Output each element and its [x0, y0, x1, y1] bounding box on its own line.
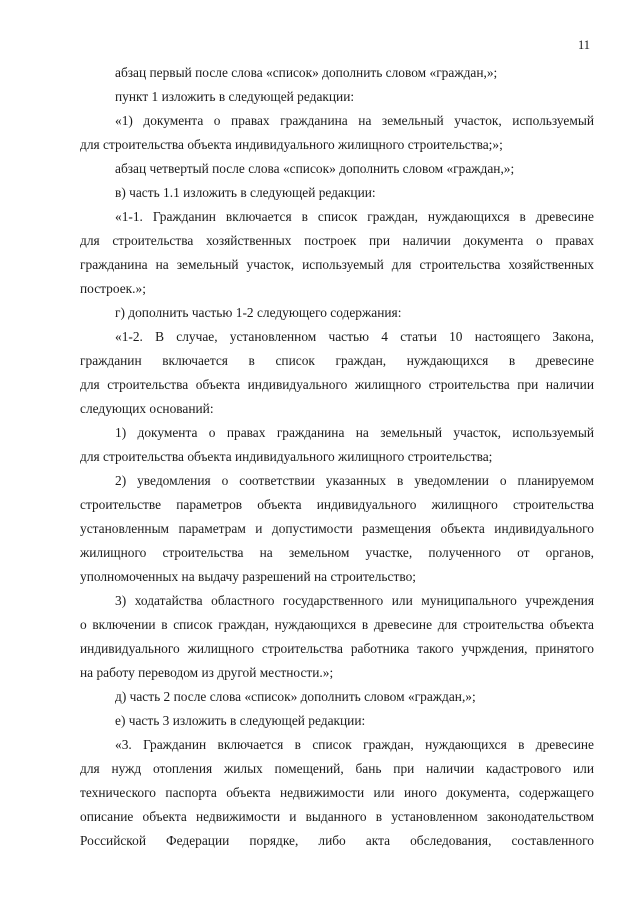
text-line: для строительства объекта индивидуального жилищного строительства;	[80, 449, 493, 464]
text-line: следующих оснований:	[80, 401, 214, 416]
text-line: в) часть 1.1 изложить в следующей редакции:	[115, 185, 376, 200]
text-line: для строительства объекта индивидуального жилищного строительства;»;	[80, 137, 503, 152]
text-line: 1) документа о правах гражданина на земельный участок, используемый	[115, 425, 594, 440]
text-line: о включении в список граждан, нуждающихся в древесине для строительства объекта	[80, 617, 594, 632]
page-number: 11	[577, 38, 590, 52]
text-line: гражданин включается в список граждан, нуждающихся в древесине	[80, 353, 594, 368]
text-line: для строительства объекта индивидуального жилищного строительства при наличии	[80, 377, 594, 392]
text-line: Российской Федерации порядке, либо акта обследования, составленного	[80, 833, 594, 848]
text-line: «1-1. Гражданин включается в список граждан, нуждающихся в древесине	[115, 209, 594, 224]
text-line: на работу переводом из другой местности.»;	[80, 665, 334, 680]
text-line: установленным параметрам и допустимости размещения объекта индивидуального	[80, 521, 594, 536]
text-line: 3) ходатайства областного государственного или муниципального учреждения	[115, 593, 594, 608]
text-line: индивидуального жилищного строительства работника такого учрждения, принятого	[80, 641, 594, 656]
text-line: для нужд отопления жилых помещений, бань при наличии кадастрового или	[80, 761, 594, 776]
text-line: описание объекта недвижимости и выданного в установленном законодательством	[80, 809, 594, 824]
text-line: д) часть 2 после слова «список» дополнить словом «граждан,»;	[115, 689, 476, 704]
text-line: для строительства хозяйственных построек при наличии документа о правах	[80, 233, 594, 248]
text-line: гражданина на земельный участок, используемый для строительства хозяйственных	[80, 257, 594, 272]
text-line: «1-2. В случае, установленном частью 4 статьи 10 настоящего Закона,	[115, 329, 594, 344]
text-line: абзац четвертый после слова «список» дополнить словом «граждан,»;	[115, 161, 515, 176]
text-line: технического паспорта объекта недвижимости или иного документа, содержащего	[80, 785, 594, 800]
text-line: «1) документа о правах гражданина на земельный участок, используемый	[115, 113, 594, 128]
text-line: «3. Гражданин включается в список граждан, нуждающихся в древесине	[115, 737, 594, 752]
text-line: г) дополнить частью 1-2 следующего содержания:	[115, 305, 402, 320]
text-line: абзац первый после слова «список» дополнить словом «граждан,»;	[115, 65, 498, 80]
text-line: жилищного строительства на земельном участке, полученного от органов,	[80, 545, 594, 560]
text-line: уполномоченных на выдачу разрешений на строительство;	[80, 569, 416, 584]
text-line: е) часть 3 изложить в следующей редакции:	[115, 713, 366, 728]
text-line: пункт 1 изложить в следующей редакции:	[115, 89, 355, 104]
text-line: строительстве параметров объекта индивидуального жилищного строительства	[80, 497, 594, 512]
text-line: 2) уведомления о соответствии указанных в уведомлении о планируемом	[115, 473, 594, 488]
text-line: построек.»;	[80, 281, 146, 296]
